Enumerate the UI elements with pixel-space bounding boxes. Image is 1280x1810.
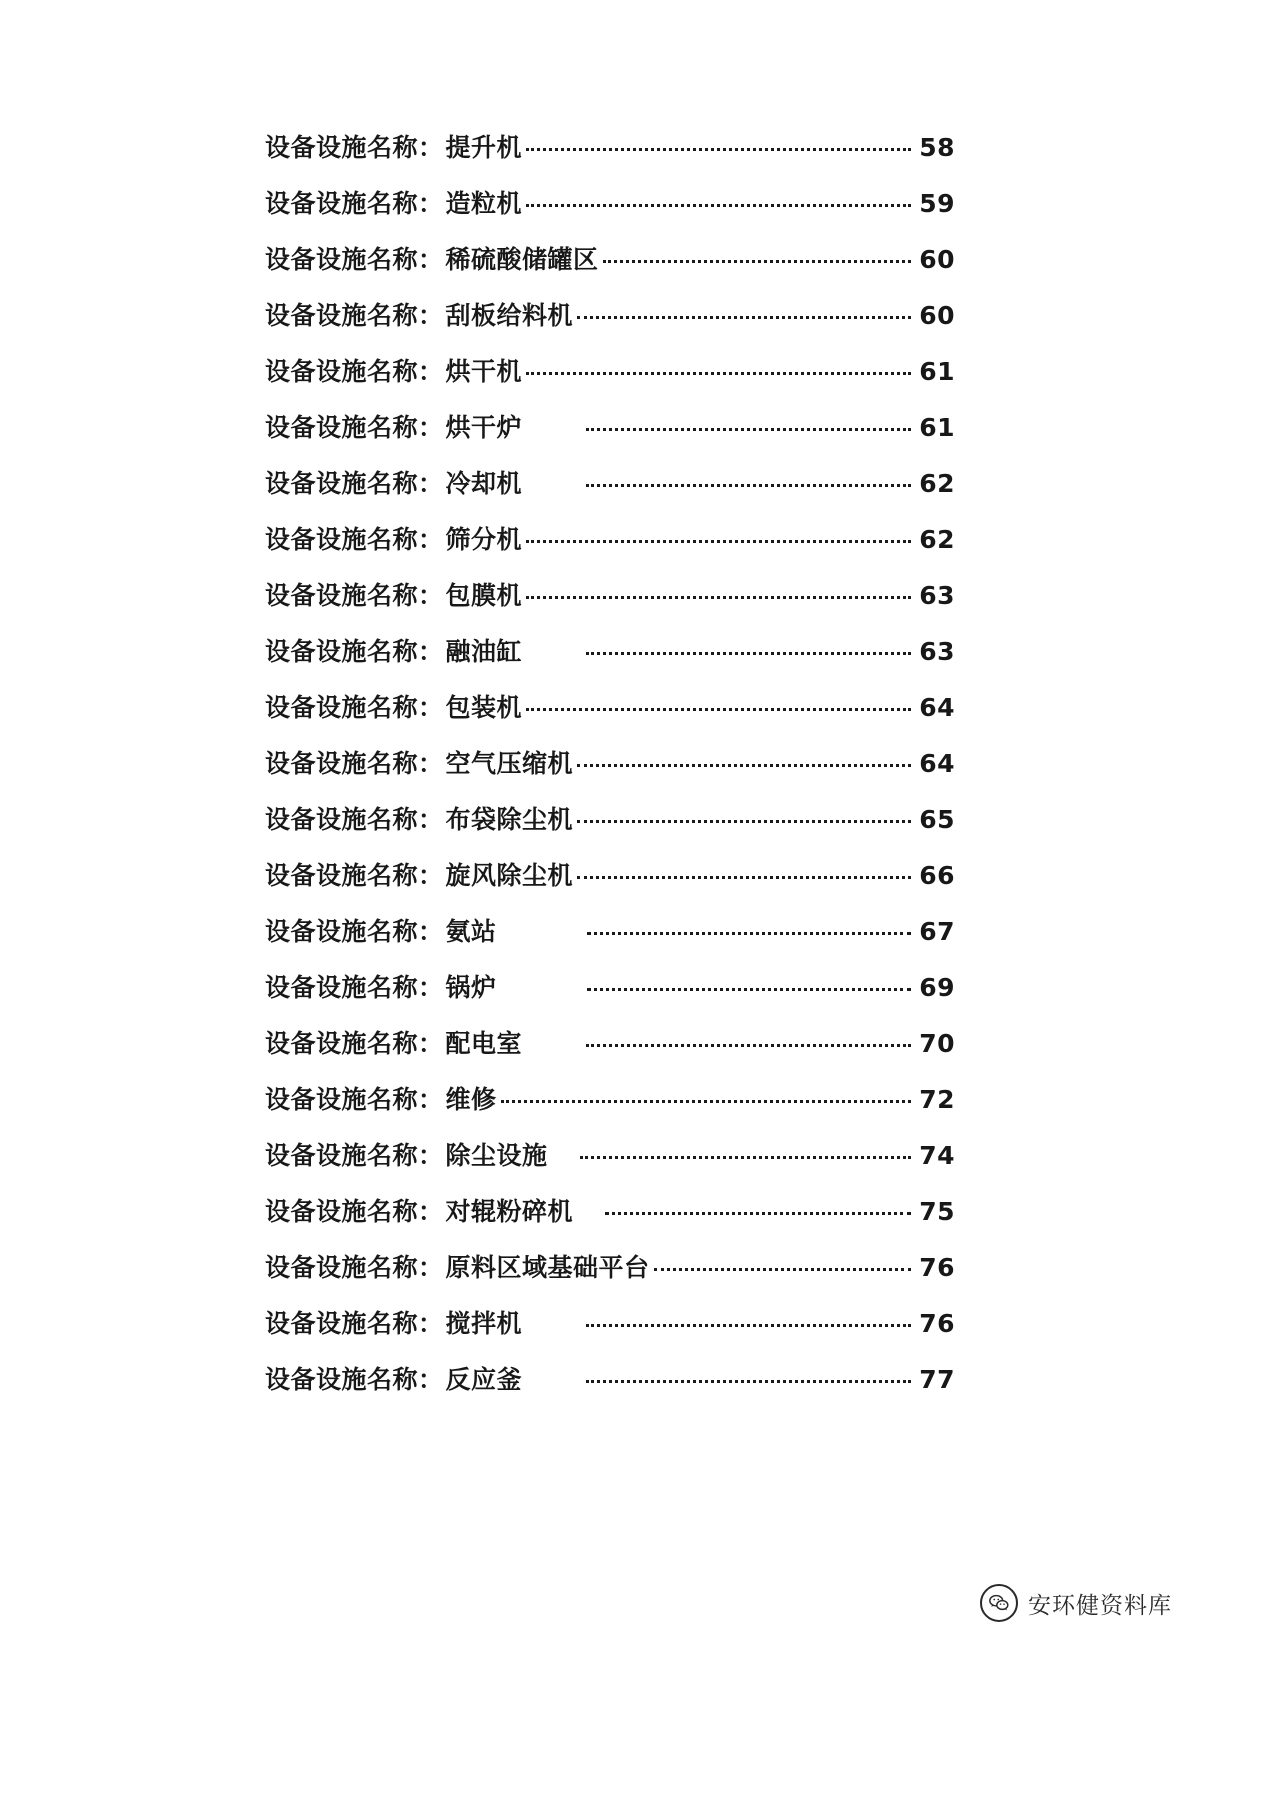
- toc-entry-label: 设备设施名称：: [265, 749, 444, 778]
- toc-entry-page-number: 72: [919, 1085, 955, 1114]
- toc-entry-label: 设备设施名称：: [265, 805, 444, 834]
- toc-entry-page-number: 61: [919, 357, 955, 386]
- toc-entry[interactable]: [265, 240, 955, 296]
- toc-entry[interactable]: [265, 1024, 955, 1080]
- toc-leader-dots: [654, 1251, 911, 1276]
- toc-leader-dots: [526, 523, 911, 548]
- toc-leader-dots: [526, 579, 911, 604]
- toc-entry[interactable]: [265, 1080, 955, 1136]
- toc-entry-page-number: 74: [919, 1141, 955, 1170]
- toc-entry-label: 设备设施名称：: [265, 1197, 444, 1226]
- toc-entry-label: 设备设施名称：: [265, 245, 444, 274]
- toc-entry[interactable]: [265, 128, 955, 184]
- toc-entry-title: 配电室: [445, 1029, 523, 1058]
- toc-entry[interactable]: [265, 632, 955, 688]
- toc-entry-title: 冷却机: [445, 469, 523, 498]
- toc-leader-dots: [526, 131, 911, 156]
- footer-watermark: [980, 1584, 1172, 1622]
- toc-entry[interactable]: [265, 1136, 955, 1192]
- toc-entry-label: 设备设施名称：: [265, 973, 444, 1002]
- toc-entry-title: 提升机: [445, 133, 523, 162]
- toc-entry-label: 设备设施名称：: [265, 1085, 444, 1114]
- table-of-contents: [265, 128, 955, 1416]
- toc-leader-dots: [577, 859, 911, 884]
- toc-entry-page-number: 64: [919, 693, 955, 722]
- toc-entry[interactable]: [265, 912, 955, 968]
- toc-entry-page-number: 75: [919, 1197, 955, 1226]
- toc-entry[interactable]: [265, 184, 955, 240]
- toc-entry-label: 设备设施名称：: [265, 581, 444, 610]
- toc-entry[interactable]: [265, 968, 955, 1024]
- toc-entry-label: 设备设施名称：: [265, 469, 444, 498]
- toc-entry-title: 对辊粉碎机: [445, 1197, 574, 1226]
- toc-entry-label: 设备设施名称：: [265, 525, 444, 554]
- toc-entry[interactable]: [265, 1360, 955, 1416]
- toc-leader-dots: [526, 1027, 911, 1052]
- toc-leader-dots: [526, 467, 911, 492]
- toc-leader-dots: [526, 635, 911, 660]
- toc-entry-title: 除尘设施: [445, 1141, 548, 1170]
- toc-entry-page-number: 76: [919, 1309, 955, 1338]
- toc-entry[interactable]: [265, 688, 955, 744]
- toc-entry-title: 筛分机: [445, 525, 523, 554]
- toc-entry-title: 烘干炉: [445, 413, 523, 442]
- toc-leader-dots: [577, 299, 911, 324]
- toc-leader-dots: [577, 747, 911, 772]
- toc-entry[interactable]: [265, 352, 955, 408]
- toc-leader-dots: [526, 1307, 911, 1332]
- toc-entry-label: 设备设施名称：: [265, 1141, 444, 1170]
- toc-entry-label: 设备设施名称：: [265, 637, 444, 666]
- toc-entry-page-number: 62: [919, 525, 955, 554]
- toc-leader-dots: [526, 1363, 911, 1388]
- toc-entry[interactable]: [265, 744, 955, 800]
- toc-entry-label: 设备设施名称：: [265, 133, 444, 162]
- toc-entry-page-number: 62: [919, 469, 955, 498]
- toc-entry-label: 设备设施名称：: [265, 1029, 444, 1058]
- toc-leader-dots: [603, 243, 911, 268]
- toc-entry-title: 包装机: [445, 693, 523, 722]
- toc-entry-page-number: 61: [919, 413, 955, 442]
- toc-leader-dots: [526, 411, 911, 436]
- toc-entry-page-number: 60: [919, 301, 955, 330]
- toc-leader-dots: [577, 803, 911, 828]
- toc-entry-page-number: 76: [919, 1253, 955, 1282]
- toc-entry-title: 刮板给料机: [445, 301, 574, 330]
- toc-entry[interactable]: [265, 464, 955, 520]
- toc-leader-dots: [501, 915, 911, 940]
- toc-entry-label: 设备设施名称：: [265, 917, 444, 946]
- toc-entry-title: 空气压缩机: [445, 749, 574, 778]
- toc-leader-dots: [526, 355, 911, 380]
- toc-entry-title: 搅拌机: [445, 1309, 523, 1338]
- toc-entry-title: 造粒机: [445, 189, 523, 218]
- toc-entry-page-number: 69: [919, 973, 955, 1002]
- toc-entry-label: 设备设施名称：: [265, 301, 444, 330]
- toc-entry-page-number: 77: [919, 1365, 955, 1394]
- toc-entry-page-number: 63: [919, 581, 955, 610]
- toc-entry-page-number: 67: [919, 917, 955, 946]
- toc-entry-label: 设备设施名称：: [265, 693, 444, 722]
- toc-entry-page-number: 65: [919, 805, 955, 834]
- toc-leader-dots: [526, 187, 911, 212]
- toc-entry-title: 旋风除尘机: [445, 861, 574, 890]
- toc-entry-page-number: 64: [919, 749, 955, 778]
- toc-entry-title: 布袋除尘机: [445, 805, 574, 834]
- wechat-icon: [980, 1584, 1018, 1622]
- toc-entry-title: 氨站: [445, 917, 497, 946]
- toc-entry-label: 设备设施名称：: [265, 357, 444, 386]
- toc-entry[interactable]: [265, 1304, 955, 1360]
- toc-entry-label: 设备设施名称：: [265, 861, 444, 890]
- toc-entry-page-number: 60: [919, 245, 955, 274]
- toc-entry-page-number: 66: [919, 861, 955, 890]
- toc-entry-title: 原料区域基础平台: [445, 1253, 650, 1282]
- toc-leader-dots: [552, 1139, 911, 1164]
- toc-entry-title: 反应釜: [445, 1365, 523, 1394]
- toc-entry-page-number: 58: [919, 133, 955, 162]
- toc-entry-label: 设备设施名称：: [265, 413, 444, 442]
- toc-entry-page-number: 70: [919, 1029, 955, 1058]
- toc-leader-dots: [501, 1083, 911, 1108]
- toc-entry-title: 维修: [445, 1085, 497, 1114]
- toc-leader-dots: [501, 971, 911, 996]
- toc-entry[interactable]: [265, 1248, 955, 1304]
- toc-entry-title: 包膜机: [445, 581, 523, 610]
- toc-leader-dots: [526, 691, 911, 716]
- toc-entry-label: 设备设施名称：: [265, 1365, 444, 1394]
- toc-entry-label: 设备设施名称：: [265, 189, 444, 218]
- toc-entry[interactable]: [265, 408, 955, 464]
- toc-leader-dots: [577, 1195, 911, 1220]
- footer-stamp-text: 安环健资料库: [1028, 1592, 1172, 1619]
- toc-entry-label: 设备设施名称：: [265, 1309, 444, 1338]
- toc-entry-title: 烘干机: [445, 357, 523, 386]
- toc-entry[interactable]: [265, 1192, 955, 1248]
- toc-entry-page-number: 63: [919, 637, 955, 666]
- toc-entry[interactable]: [265, 856, 955, 912]
- toc-entry-title: 稀硫酸储罐区: [445, 245, 599, 274]
- toc-entry[interactable]: [265, 296, 955, 352]
- toc-entry-label: 设备设施名称：: [265, 1253, 444, 1282]
- toc-entry[interactable]: [265, 800, 955, 856]
- toc-entry[interactable]: [265, 576, 955, 632]
- toc-entry-page-number: 59: [919, 189, 955, 218]
- toc-entry-title: 锅炉: [445, 973, 497, 1002]
- toc-entry-title: 融油缸: [445, 637, 523, 666]
- toc-entry[interactable]: [265, 520, 955, 576]
